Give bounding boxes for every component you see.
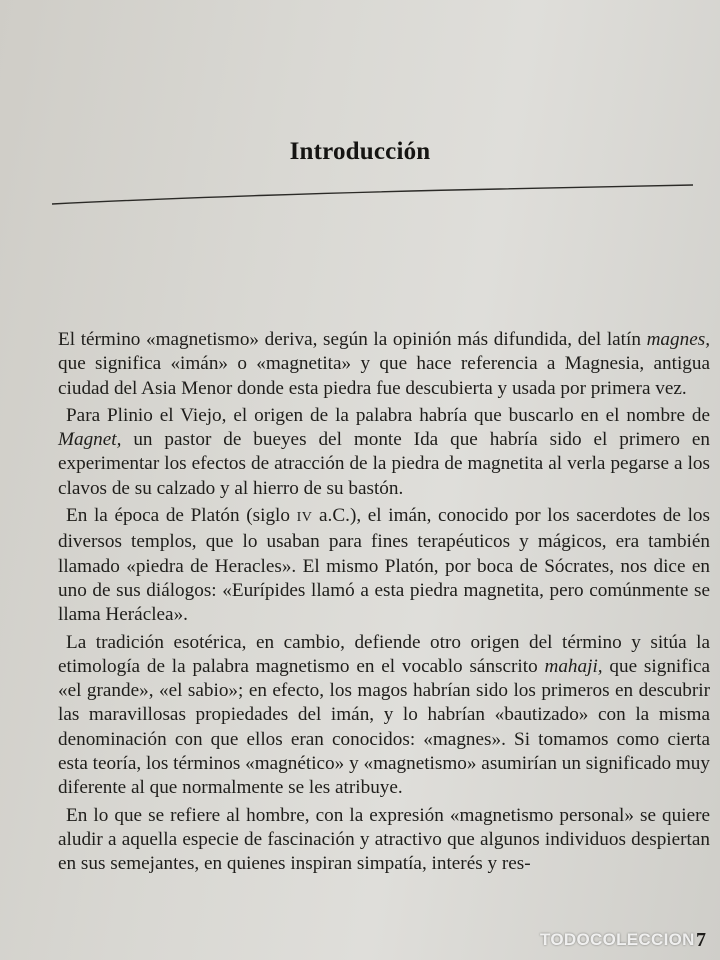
text-segment: Para Plinio el Viejo, el origen de la palabra habría que buscarlo en el nombre de xyxy=(66,404,710,426)
text-segment: El término «magnetismo» deriva, según la opinión más difundida, del latín xyxy=(58,329,647,350)
text-segment: que significa «el grande», «el sabio»; en efecto, los magos habrían sido los primeros en descubrir las maravillosas propiedades del imán, y lo habrían «bautizado» con la misma denominación con que ellos eran conocidos: «magnes». Si tomamos como cierta esta teoría, los términos «magnético» y «magnetismo» asumirían un significado muy diferente al que normalmente se les atribuye. xyxy=(58,655,710,799)
roman-numeral: IV xyxy=(296,510,313,526)
italic-term: magnes, xyxy=(646,329,710,350)
italic-term: mahaji, xyxy=(544,655,603,677)
paragraph xyxy=(58,404,710,501)
page-number: 7 xyxy=(696,929,706,951)
text-segment: La tradición esotérica, en cambio, defiende otro origen del término y sitúa la etimología de la palabra magnetismo en el vocablo sánscrito xyxy=(58,631,710,677)
paragraph xyxy=(58,328,710,401)
text-segment: que significa «imán» o «magnetita» y que hace referencia a Magnesia, antigua ciudad del Asia Menor donde esta piedra fue descubierta y usada por primera vez. xyxy=(58,353,710,399)
italic-term: Magnet, xyxy=(58,429,122,451)
watermark: TODOCOLECCION xyxy=(540,930,695,949)
chapter-title: Introducción xyxy=(289,138,431,165)
paragraph xyxy=(58,504,710,627)
body-text xyxy=(58,328,710,880)
text-segment: a.C.), el imán, conocido por los sacerdotes de los diversos templos, que lo usaban para fines terapéuticos y mágicos, era también llamado «piedra de Heracles». El mismo Platón, por boca de Sócrates, nos dice en uno de sus diálogos: «Eurípides llamó a esta piedra magnetita, pero comúnmente se llama Heráclea». xyxy=(58,505,710,626)
title-rule xyxy=(50,184,695,208)
paragraph xyxy=(58,631,710,801)
text-segment: En la época de Platón (siglo xyxy=(66,505,297,527)
text-segment: En lo que se refiere al hombre, con la expresión «magnetismo personal» se quiere aludir a aquella especie de fascinación y atractivo que algunos individuos despiertan en sus semejantes, en quienes inspiran simpatía, interés y res- xyxy=(58,804,710,875)
paragraph xyxy=(58,804,710,877)
text-segment: un pastor de bueyes del monte Ida que habría sido el primero en experimentar los efectos de atracción de la piedra de magnetita al verla pegarse a los clavos de su calzado y al hierro de su bastón. xyxy=(58,429,710,499)
